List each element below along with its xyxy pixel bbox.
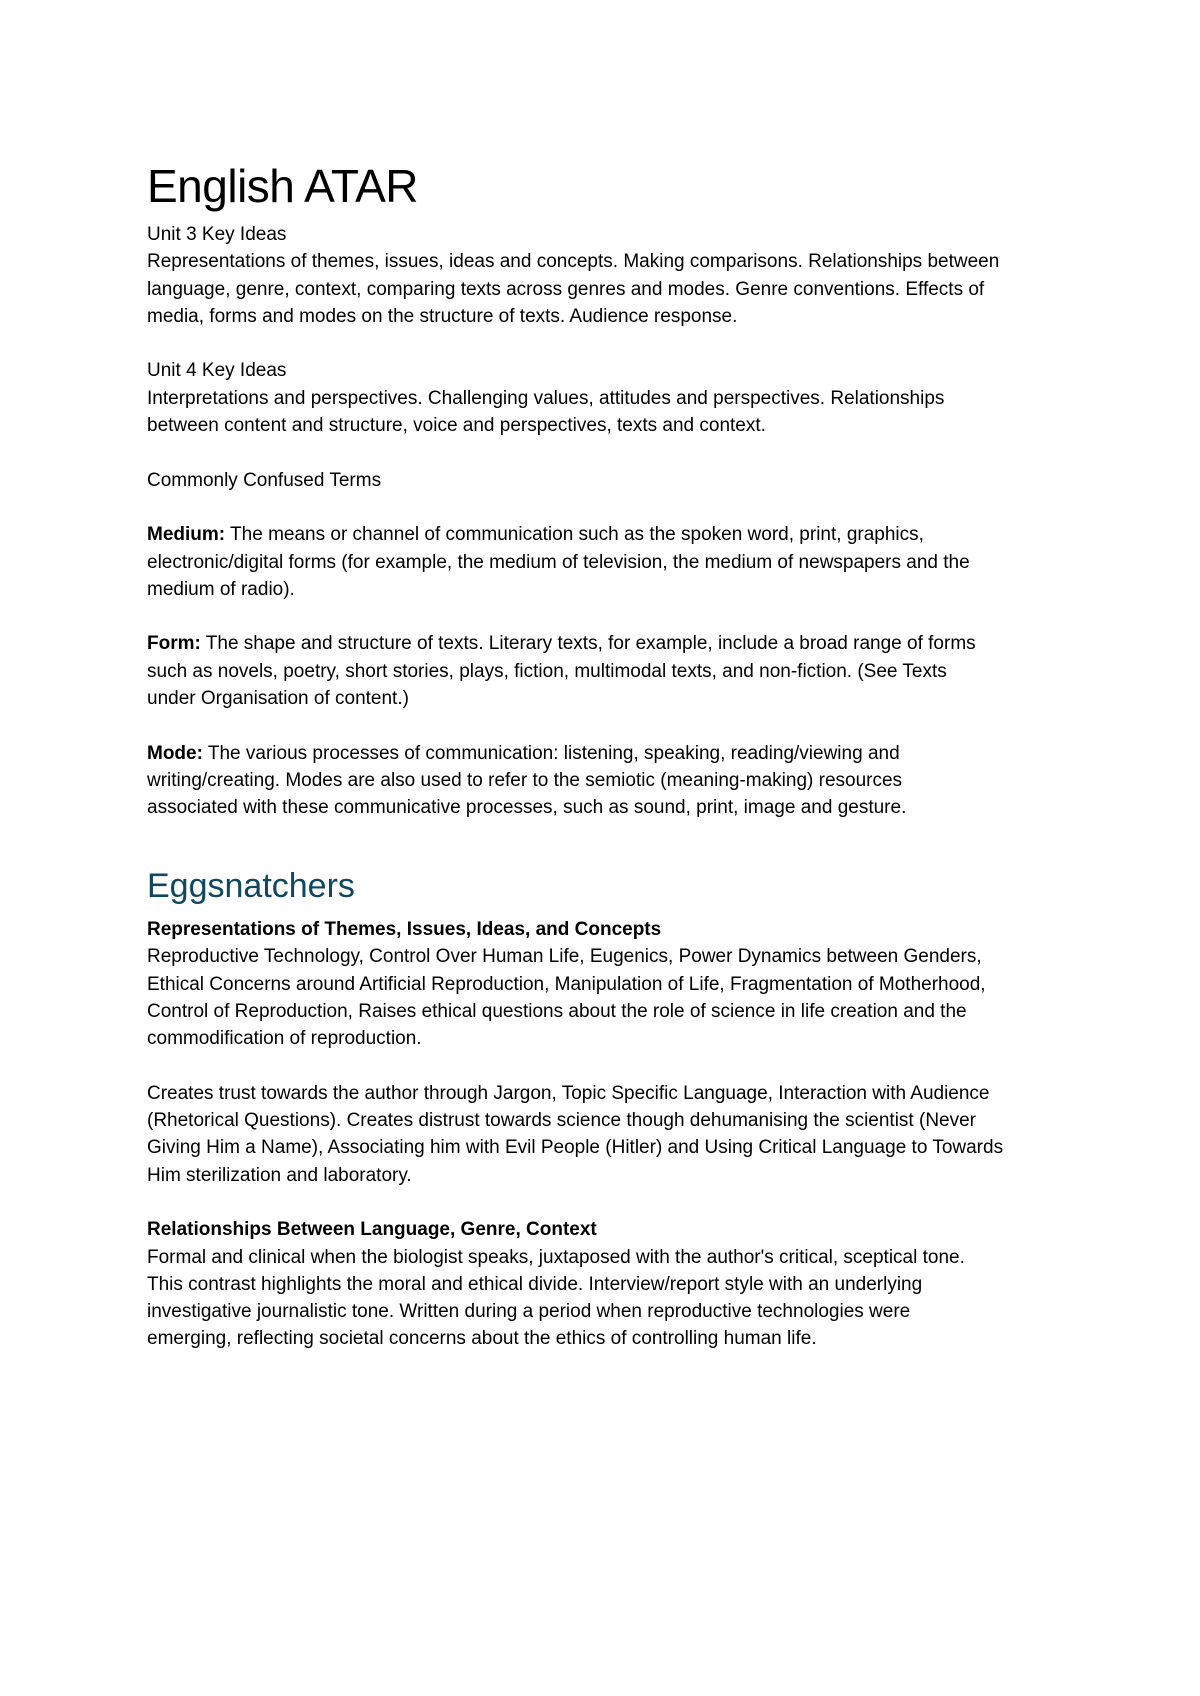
- representations-text-line: Ethical Concerns around Artificial Reproduction, Manipulation of Life, Fragmentation of Motherhood,: [147, 973, 986, 995]
- term-label-form: Form:: [147, 633, 201, 655]
- paragraph-spacer: [147, 603, 999, 630]
- relationships-text-line: investigative journalistic tone. Written during a period when reproductive technologies were: [147, 1301, 911, 1323]
- trust-text-line: Creates trust towards the author through Jargon, Topic Specific Language, Interaction with Audience: [147, 1082, 990, 1104]
- representations-subheading: Representations of Themes, Issues, Ideas, and Concepts: [147, 919, 662, 940]
- term-label-medium: Medium:: [147, 524, 226, 546]
- term-text-line: The shape and structure of texts. Literary texts, for example, include a broad range of forms: [205, 633, 976, 655]
- representations-text-line: commodification of reproduction.: [147, 1028, 422, 1050]
- trust-text-line: Giving Him a Name), Associating him with Evil People (Hitler) and Using Critical Language to Towards: [147, 1137, 1004, 1159]
- unit3-heading: Unit 3 Key Ideas: [147, 224, 287, 245]
- term-text-line: The various processes of communication: listening, speaking, reading/viewing and: [207, 742, 900, 764]
- unit4-text-line: between content and structure, voice and perspectives, texts and context.: [147, 415, 766, 437]
- paragraph-spacer: [147, 712, 999, 739]
- paragraph-spacer: [147, 494, 999, 521]
- unit3-text-line: language, genre, context, comparing texts across genres and modes. Genre conventions. Effects of: [147, 278, 985, 300]
- unit3-text-line: Representations of themes, issues, ideas and concepts. Making comparisons. Relationships between: [147, 251, 1000, 273]
- representations-text-line: Reproductive Technology, Control Over Human Life, Eugenics, Power Dynamics between Genders,: [147, 946, 982, 968]
- term-definition-medium: [147, 521, 999, 548]
- term-definition-mode: [147, 740, 999, 767]
- representations-text-line: Control of Reproduction, Raises ethical questions about the role of science in life creation and the: [147, 1000, 967, 1022]
- confused-terms-heading: Commonly Confused Terms: [147, 469, 382, 491]
- unit3-text-line: media, forms and modes on the structure of texts. Audience response.: [147, 305, 738, 327]
- paragraph-spacer: [147, 330, 999, 357]
- unit4-heading: Unit 4 Key Ideas: [147, 360, 287, 382]
- term-text-line: under Organisation of content.): [147, 688, 409, 710]
- eggsnatchers-section: [147, 916, 1003, 1353]
- term-text-line: The means or channel of communication such as the spoken word, print, graphics,: [230, 524, 924, 546]
- relationships-text-line: This contrast highlights the moral and ethical divide. Interview/report style with an underlying: [147, 1273, 923, 1295]
- trust-text-line: (Rhetorical Questions). Creates distrust towards science though dehumanising the scientist (Never: [147, 1110, 976, 1132]
- term-definition-form: [147, 630, 999, 657]
- term-text-line: medium of radio).: [147, 578, 295, 600]
- relationships-text-line: emerging, reflecting societal concerns about the ethics of controlling human life.: [147, 1328, 817, 1350]
- paragraph-spacer: [147, 1189, 1003, 1216]
- term-text-line: writing/creating. Modes are also used to refer to the semiotic (meaning-making) resources: [147, 769, 903, 791]
- term-text-line: associated with these communicative processes, such as sound, print, image and gesture.: [147, 797, 907, 819]
- term-label-mode: Mode:: [147, 742, 203, 764]
- term-text-line: such as novels, poetry, short stories, plays, fiction, multimodal texts, and non-fiction. (See Texts: [147, 660, 947, 682]
- relationships-text-line: Formal and clinical when the biologist speaks, juxtaposed with the author's critical, sceptical tone.: [147, 1246, 965, 1268]
- term-text-line: electronic/digital forms (for example, the medium of television, the medium of newspapers and the: [147, 551, 970, 573]
- key-ideas-section: [147, 221, 999, 822]
- relationships-subheading: Relationships Between Language, Genre, Context: [147, 1219, 597, 1241]
- paragraph-spacer: [147, 439, 999, 466]
- unit4-text-line: Interpretations and perspectives. Challenging values, attitudes and perspectives. Relationships: [147, 387, 945, 409]
- trust-text-line: Him sterilization and laboratory.: [147, 1164, 412, 1186]
- section-heading-eggsnatchers: Eggsnatchers: [147, 867, 355, 905]
- paragraph-spacer: [147, 1052, 1003, 1079]
- document-title: English ATAR: [147, 160, 418, 212]
